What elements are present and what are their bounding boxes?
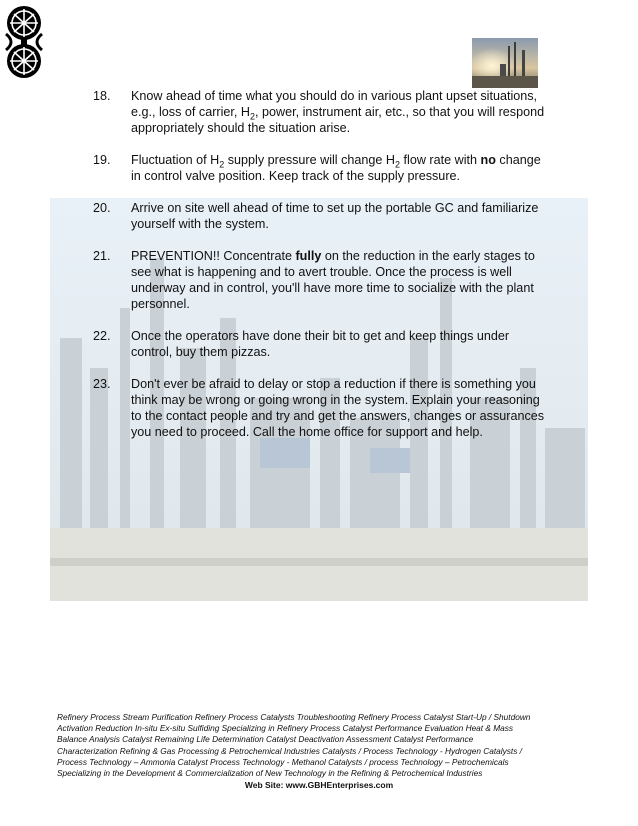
item-number: 18. bbox=[93, 89, 111, 103]
item-text: Arrive on site well ahead of time to set up the portable GC and familiarize yourself with the system. bbox=[131, 201, 539, 231]
item-number: 20. bbox=[93, 201, 111, 215]
company-logo-icon bbox=[2, 4, 46, 82]
footer-line: Activation Reduction In-situ Ex-situ Sulfiding Specializing in Refinery Process Catalyst Performance Evaluation Heat & Mass bbox=[57, 723, 514, 734]
footer-line: Refinery Process Stream Purification Refinery Process Catalysts Troubleshooting Refinery Process Catalyst Start-Up / Shutdown bbox=[57, 712, 531, 722]
item-text: Don't ever be afraid to delay or stop a reduction if there is something you think may be wrong or going wrong in the system. Explain your reasoning to the contact people and try and get the answers, changes or assurances you need to proceed. Call the home office for support and help. bbox=[131, 377, 545, 439]
numbered-tips-list bbox=[93, 88, 553, 456]
list-item bbox=[93, 248, 553, 312]
footer-line: Specializing in the Development & Commercialization of New Technology in the Refining & Petrochemical Industries bbox=[57, 768, 483, 779]
list-item bbox=[93, 376, 553, 440]
item-text: Once the operators have done their bit to get and keep things under control, buy them pizzas. bbox=[131, 329, 510, 359]
item-number: 23. bbox=[93, 377, 111, 391]
footer-line: Process Technology – Ammonia Catalyst Process Technology - Methanol Catalysts / process Technology – Petrochemicals bbox=[57, 756, 509, 767]
website-link[interactable]: Web Site: www.GBHEnterprises.com bbox=[244, 780, 394, 790]
refinery-sunset-photo bbox=[472, 38, 538, 88]
item-number: 22. bbox=[93, 329, 111, 343]
list-item bbox=[93, 88, 553, 136]
footer-line: Characterization Refining & Gas Processing & Petrochemical Industries Catalysts / Process Technology - Hydrogen Catalysts / bbox=[57, 745, 522, 756]
footer-services-text bbox=[57, 712, 557, 779]
item-number: 19. bbox=[93, 153, 111, 167]
item-text: Know ahead of time what you should do in various plant upset situations, e.g., loss of carrier, $H_2$, power, instrument air, etc., so that you will respond appropriately should the situation arise. bbox=[131, 89, 545, 135]
list-item bbox=[93, 328, 553, 360]
list-item bbox=[93, 152, 553, 184]
item-text: Fluctuation of $H_2$ supply pressure will change $H_2$ flow rate with no change in control valve position. Keep track of the supply pressure. bbox=[131, 153, 541, 183]
list-item bbox=[93, 200, 553, 232]
item-text: PREVENTION!! Concentrate fully on the reduction in the early stages to see what is happening and to avert trouble. Once the process is well underway and in control, you'll have more time to socialize with the plant personnel. bbox=[131, 249, 535, 311]
footer-line: Balance Analysis Catalyst Remaining Life Determination Catalyst Deactivation Assessment Catalyst Performance bbox=[57, 734, 474, 745]
item-number: 21. bbox=[93, 249, 111, 263]
